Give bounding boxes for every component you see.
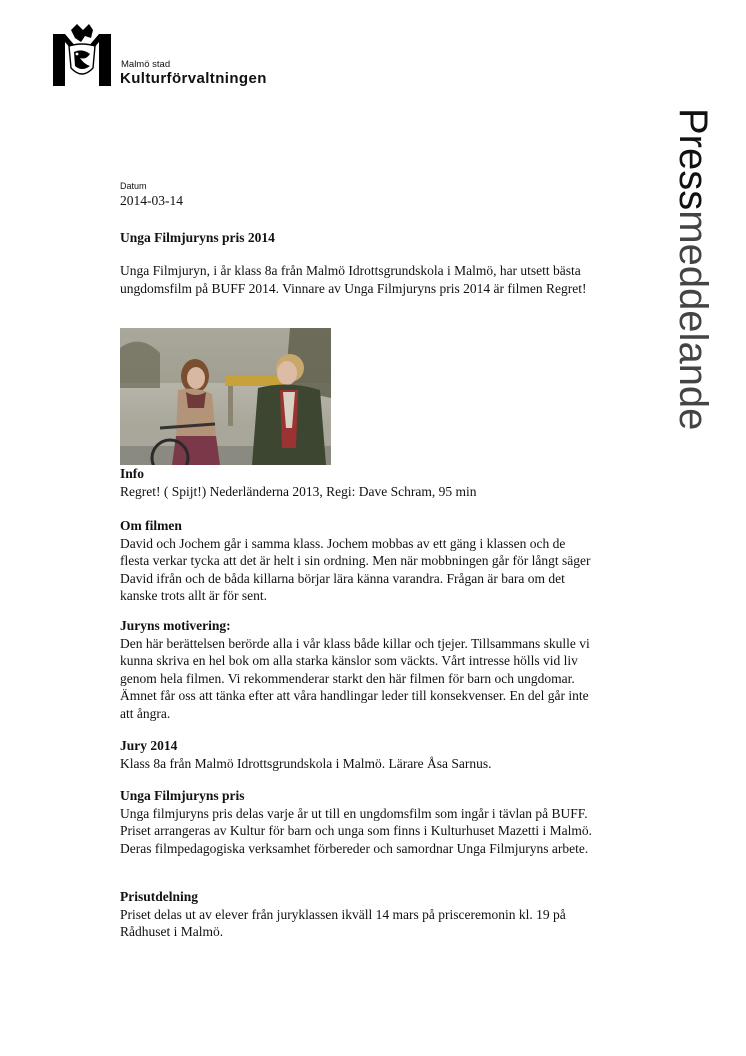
section-text: Regret! ( Spijt!) Nederländerna 2013, Regi: Dave Schram, 95 min	[120, 483, 477, 499]
section-text: David och Jochem går i samma klass. Jochem mobbas av ett gäng i klassen och de flesta verkar tycka att det är helt i sin ordning. Men när mobbningen går för långt säger David ifrån och de båda killarna börjar lära känna varandra. Frågan är bara om det kanske trots allt är för sent.	[120, 535, 591, 603]
malmo-stad-logo	[53, 24, 111, 86]
section-prisutdelning	[120, 888, 595, 941]
section-om-filmen	[120, 517, 595, 605]
section-jury-2014	[120, 737, 595, 772]
section-heading: Juryns motivering:	[120, 618, 231, 633]
section-heading: Unga Filmjuryns pris	[120, 788, 245, 803]
date-label: Datum	[120, 181, 147, 191]
section-heading: Jury 2014	[120, 738, 178, 753]
film-still-photo	[120, 328, 331, 465]
section-heading: Prisutdelning	[120, 889, 199, 904]
org-name-small: Malmö stad	[121, 59, 171, 70]
section-unga-filmjuryns-pris	[120, 787, 595, 857]
vertical-label-press: Press	[671, 108, 715, 211]
date-value: 2014-03-14	[120, 193, 183, 208]
section-text: Klass 8a från Malmö Idrottsgrundskola i Malmö. Lärare Åsa Sarnus.	[120, 755, 492, 771]
section-heading: Om filmen	[120, 518, 182, 533]
section-heading: Info	[120, 466, 145, 481]
section-text: Unga filmjuryns pris delas varje år ut till en ungdomsfilm som ingår i tävlan på BUFF. Priset arrangeras av Kultur för barn och unga som finns i Kulturhuset Mazetti i Malmö. Deras filmpedagogiska verksamhet förbereder och samordnar Unga Filmjuryns arbete.	[120, 805, 593, 856]
vertical-label-meddelande: meddelande	[671, 210, 715, 431]
section-text: Den här berättelsen berörde alla i vår klass både killar och tjejer. Tillsammans skulle vi kunna skriva en hel bok om alla starka känslor som väckts. Vårt intresse hölls vid liv genom hela filmen. Vi rekommenderar starkt den här filmen för barn och ungdomar. Ämnet får oss att tänka efter att våra handlingar leder till konsekvenser. En del går inte att ångra.	[120, 635, 590, 721]
section-juryns-motivering	[120, 617, 595, 722]
org-name-department: Kulturförvaltningen	[120, 70, 267, 87]
press-release-title: Unga Filmjuryns pris 2014	[120, 230, 275, 245]
section-info	[120, 465, 595, 500]
pressmeddelande-vertical-label	[655, 108, 715, 548]
section-text: Priset delas ut av elever från juryklassen ikväll 14 mars på prisceremonin kl. 19 på Rådhuset i Malmö.	[120, 906, 566, 939]
intro-paragraph: Unga Filmjuryn, i år klass 8a från Malmö Idrottsgrundskola i Malmö, har utsett bästa ungdomsfilm på BUFF 2014. Vinnare av Unga Filmjuryns pris 2014 är filmen Regret!	[120, 263, 587, 296]
